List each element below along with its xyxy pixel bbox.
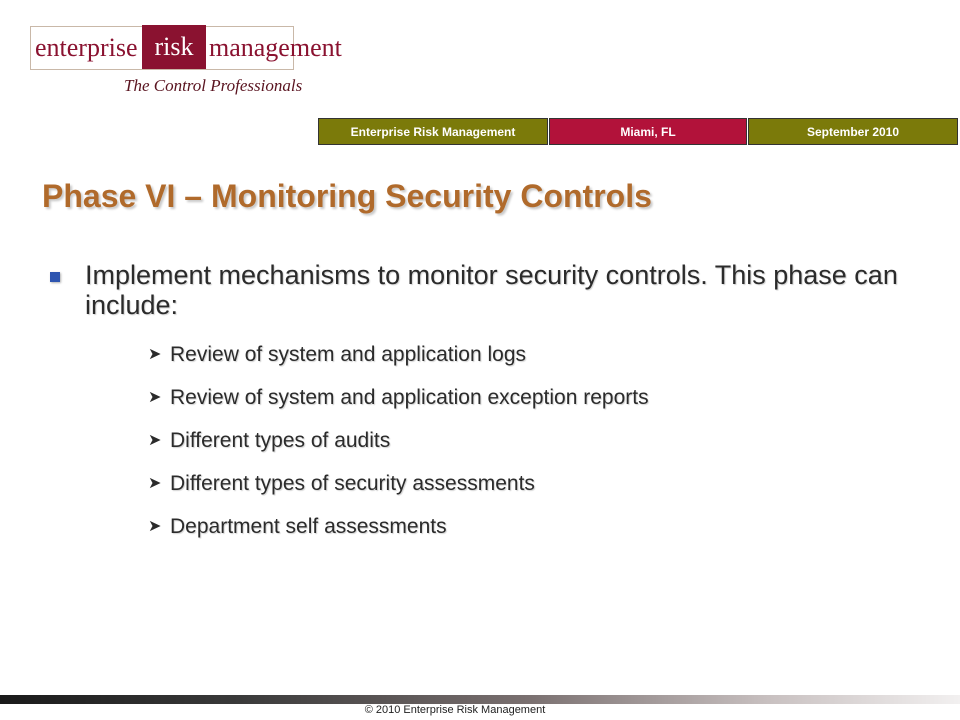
arrowhead-bullet-icon: ➤ [148, 346, 162, 363]
header-tab-location: Miami, FL [549, 118, 747, 145]
footer-bar [0, 695, 960, 704]
sub-bullet-text: Different types of security assessments [170, 472, 535, 495]
arrowhead-bullet-icon: ➤ [148, 389, 162, 406]
logo-word-risk: risk [142, 25, 206, 69]
logo-word-management: management [209, 33, 342, 62]
slide-title: Phase VI – Monitoring Security Controls [42, 178, 652, 214]
logo-word-enterprise: enterprise [35, 33, 138, 62]
arrowhead-bullet-icon: ➤ [148, 475, 162, 492]
arrowhead-bullet-icon: ➤ [148, 518, 162, 535]
sub-bullet-text: Department self assessments [170, 515, 447, 538]
header-tab-organization: Enterprise Risk Management [318, 118, 548, 145]
header-tab-date: September 2010 [748, 118, 958, 145]
sub-bullet-text: Different types of audits [170, 429, 391, 452]
footer-copyright: © 2010 Enterprise Risk Management [364, 704, 546, 716]
company-logo [30, 26, 342, 98]
arrowhead-bullet-icon: ➤ [148, 432, 162, 449]
sub-bullet-text: Review of system and application logs [170, 343, 527, 366]
main-bullet [50, 260, 930, 320]
sub-bullet-text: Review of system and application exception reports [170, 386, 649, 409]
logo-tagline: The Control Professionals [124, 76, 303, 95]
logo-frame [30, 26, 342, 70]
square-bullet-icon [50, 272, 60, 282]
main-bullet-text: Implement mechanisms to monitor security controls. This phase can include: [85, 260, 898, 320]
